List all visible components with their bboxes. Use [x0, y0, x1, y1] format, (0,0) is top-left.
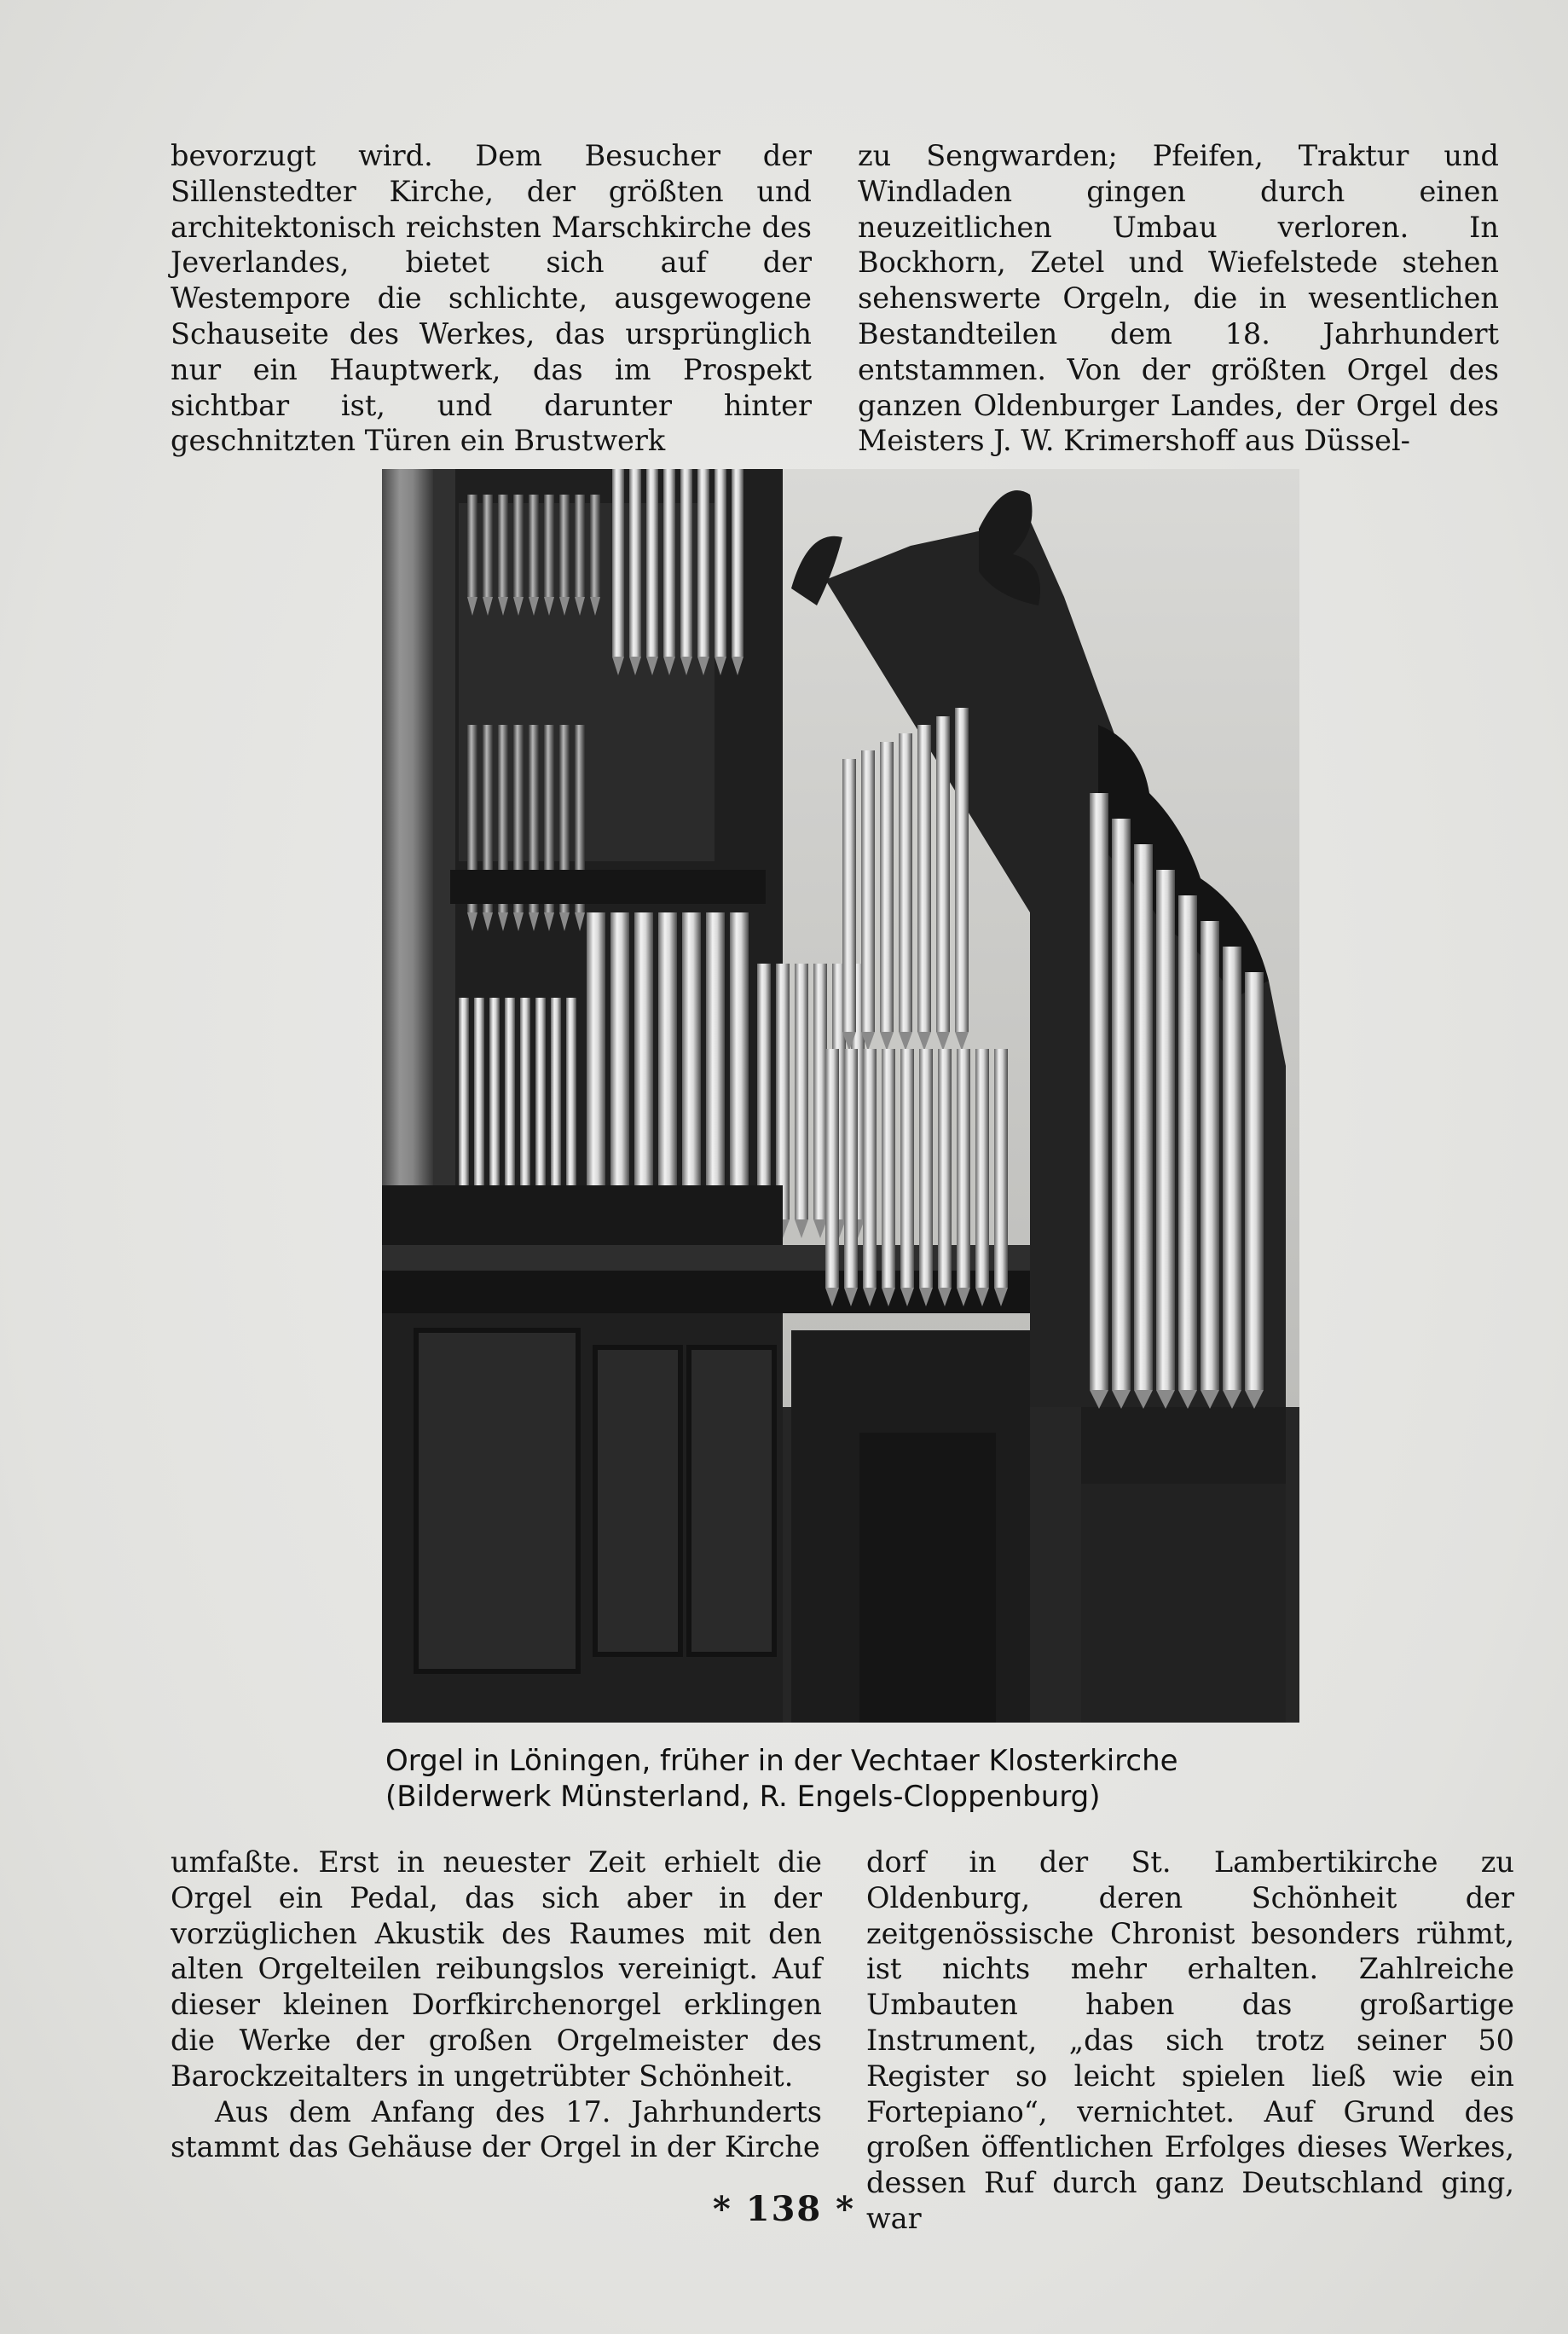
organ-pipe	[955, 708, 969, 1032]
organ-pipe	[936, 716, 950, 1032]
organ-pipe	[544, 495, 554, 597]
text-column-bottom-left	[171, 1845, 822, 2165]
organ-pipe	[917, 725, 931, 1032]
text-column-bottom-right	[866, 1845, 1514, 2237]
organ-pipe	[975, 1049, 989, 1288]
organ-pipe	[680, 469, 692, 657]
text-column-top-left	[171, 138, 812, 459]
organ-pipe	[483, 495, 493, 597]
text-column-top-right	[858, 138, 1499, 459]
paragraph: bevorzugt wird. Dem Besucher der Sillenstedter Kirche, der größten und architektonisch reichsten Marschkirche des Jeverlandes, bietet sich auf der Westempore die schlichte, ausgewogene Schauseite des Werkes, das ursprünglich nur ein Hauptwerk, das im Prospekt sichtbar ist, und darunter hinter geschnitzten Türen ein Brustwerk	[171, 139, 812, 458]
organ-pipe	[994, 1049, 1008, 1288]
organ-pipe	[575, 495, 585, 597]
organ-pipe	[825, 1049, 839, 1288]
organ-pipe	[899, 733, 912, 1032]
organ-pipe	[938, 1049, 952, 1288]
organ-pipe	[1245, 972, 1264, 1390]
organ-photograph	[382, 469, 1299, 1723]
organ-pipe	[459, 998, 469, 1202]
organ-pipe	[505, 998, 515, 1202]
organ-pipe	[529, 495, 539, 597]
organ-pipe	[663, 469, 675, 657]
paragraph: Aus dem Anfang des 17. Jahrhunderts stammt das Gehäuse der Orgel in der Kirche	[171, 2094, 822, 2164]
organ-pipe	[535, 998, 546, 1202]
pipe-group-upper-left	[459, 503, 715, 861]
organ-pipe	[844, 1049, 858, 1288]
organ-pipe	[1178, 895, 1197, 1390]
organ-pipe	[1090, 793, 1108, 1390]
figure-caption: Orgel in Löningen, früher in der Vechtaer Klosterkirche (Bilderwerk Münsterland, R. Engels-Cloppenburg)	[385, 1744, 1178, 1814]
paragraph: dorf in der St. Lambertikirche zu Oldenburg, deren Schönheit der zeitgenössische Chronist besonders rühmt, ist nichts mehr erhalten. Zahlreiche Umbauten haben das großartige Instrument, „das sich trotz seiner 50 Register so leicht spielen ließ wie ein Fortepiano“, vernichtet. Auf Grund des großen öffentlichen Erfolges dieses Werkes, dessen Ruf durch ganz Deutschland ging, war	[866, 1845, 1514, 2235]
organ-pipe	[467, 495, 477, 597]
organ-pipe	[646, 469, 658, 657]
organ-pipe	[880, 742, 894, 1032]
organ-pipe	[629, 469, 641, 657]
organ-pipe	[498, 495, 508, 597]
organ-pipe	[551, 998, 561, 1202]
organ-pipe	[1156, 870, 1175, 1390]
organ-pipe	[520, 998, 530, 1202]
organ-pipe	[513, 495, 524, 597]
organ-pipe	[1201, 921, 1219, 1390]
organ-pipe	[566, 998, 576, 1202]
organ-pipe	[863, 1049, 877, 1288]
organ-pipe	[842, 759, 856, 1032]
organ-pipe	[900, 1049, 914, 1288]
paragraph: zu Sengwarden; Pfeifen, Traktur und Windladen gingen durch einen neuzeitlichen Umbau verloren. In Bockhorn, Zetel und Wiefelstede stehen sehenswerte Orgeln, die in wesentlichen Bestandteilen dem 18. Jahrhundert entstammen. Von der größten Orgel des ganzen Oldenburger Landes, der Orgel des Meisters J. W. Krimershoff aus Düssel-	[858, 139, 1499, 458]
paragraph: umfaßte. Erst in neuester Zeit erhielt die Orgel ein Pedal, das sich aber in der vorzüglichen Akustik des Raumes mit den alten Orgelteilen reibungslos vereinigt. Auf dieser kleinen Dorfkirchenorgel erklingen die Werke der großen Orgelmeister des Barockzeitalters in ungetrübter Schönheit.	[171, 1845, 822, 2093]
organ-pipe	[489, 998, 500, 1202]
organ-pipe	[776, 964, 790, 1219]
organ-pipe	[715, 469, 726, 657]
organ-pipe	[795, 964, 808, 1219]
organ-pipe	[813, 964, 827, 1219]
organ-pipe	[612, 469, 624, 657]
organ-pipe	[757, 964, 771, 1219]
organ-pipe	[1223, 947, 1241, 1390]
organ-image	[382, 469, 1299, 1723]
organ-pipe	[919, 1049, 933, 1288]
organ-pipe	[474, 998, 484, 1202]
organ-pipe	[590, 495, 600, 597]
organ-pipe	[559, 495, 570, 597]
organ-pipe	[957, 1049, 970, 1288]
organ-pipe	[1134, 844, 1153, 1390]
organ-pipe	[861, 750, 875, 1032]
organ-pipe	[1112, 819, 1131, 1390]
organ-pipe	[882, 1049, 895, 1288]
organ-pipe	[697, 469, 709, 657]
page-number: * 138 *	[712, 2189, 856, 2229]
organ-pipe	[732, 469, 743, 657]
